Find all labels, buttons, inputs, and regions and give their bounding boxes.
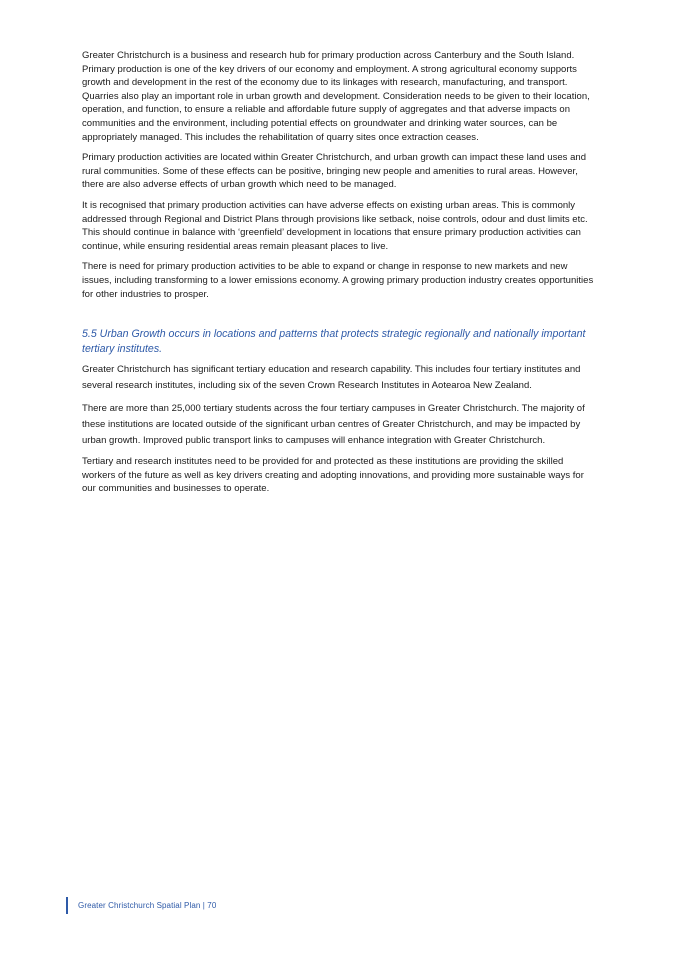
body-paragraph: It is recognised that primary production activities can have adverse effects on existing urban areas. This is commonly addressed through Regional and District Plans through provisions like setback, noise controls, odour and dust limits etc. This should continue in balance with ‘greenfield’ development in locations that ensure primary production activities can continue, while ensuring residential areas remain pleasant places to live. (82, 199, 588, 252)
page-content (82, 49, 594, 503)
page-footer (66, 897, 216, 914)
body-paragraph: There is need for primary production activities to be able to expand or change in response to new markets and new issues, including transforming to a lower emissions economy. A growing primary production industry creates opportunities for other industries to prosper. (82, 261, 594, 300)
body-paragraph: There are more than 25,000 tertiary students across the four tertiary campuses in Greater Christchurch. The majority of these institutions are located outside of the significant urban centres of Greater Christchurch, and may be impacted by urban growth. Improved public transport links to campuses will enhance integration with Greater Christchurch. (82, 402, 585, 447)
body-paragraph: Tertiary and research institutes need to be provided for and protected as these institutions are providing the skilled workers of the future as well as key drivers creating and adopting innovations, and providing more sustainable ways for our communities and businesses to operate. (82, 456, 584, 495)
section-heading: 5.5 Urban Growth occurs in locations and patterns that protects strategic regionally and nationally important tertiary institutes. (82, 328, 586, 355)
body-paragraph: Greater Christchurch has significant tertiary education and research capability. This includes four tertiary institutes and several research institutes, including six of the seven Crown Research Institutes in Aotearoa New Zealand. (82, 364, 581, 392)
footer-text: Greater Christchurch Spatial Plan | 70 (78, 901, 217, 910)
footer-accent-bar (66, 897, 68, 914)
body-paragraph: Greater Christchurch is a business and research hub for primary production across Canterbury and the South Island. Primary production is one of the key drivers of our economy and employment. A strong agricultural economy supports growth and development in the rest of the economy due to its linkages with research, manufacturing, and transport. Quarries also play an important role in urban growth and development. Consideration needs to be given to their location, operation, and function, to ensure a reliable and affordable future supply of aggregates and that adverse impacts on communities and the environment, including potential effects on groundwater and drinking water sources, can be appropriately managed. This includes the rehabilitation of quarry sites once extraction ceases. (82, 50, 590, 143)
body-paragraph: Primary production activities are located within Greater Christchurch, and urban growth can impact these land uses and rural communities. Some of these effects can be positive, bringing new people and amenities to rural areas. However, there are also adverse effects of urban growth which need to be managed. (82, 152, 586, 191)
